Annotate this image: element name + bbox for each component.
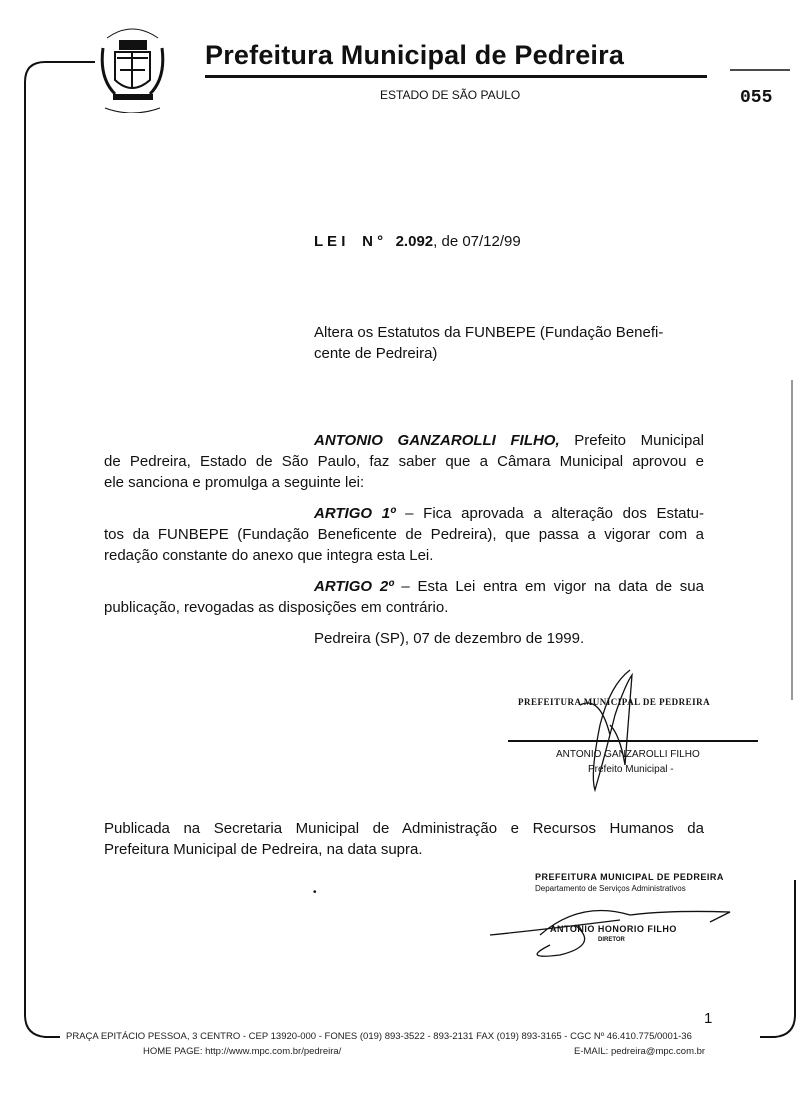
handwritten-signature-1	[570, 665, 660, 795]
publication-line: Publicada na Secretaria Municipal de Administração e Recursos Humanos da	[104, 820, 704, 837]
footer-email[interactable]: E-MAIL: pedreira@mpc.com.br	[574, 1046, 706, 1057]
publication-note	[104, 818, 704, 860]
article-line: publicação, revogadas as disposições em contrário.	[104, 599, 449, 616]
article-1	[104, 503, 704, 566]
article-label: ARTIGO 2º	[314, 578, 394, 595]
signatory-name: ANTONIO GANZAROLLI FILHO	[556, 749, 700, 760]
article-line: tos da FUNBEPE (Fundação Beneficente de Pedreira), que passa a vigorar com a	[104, 526, 704, 543]
article-line: redação constante do anexo que integra esta Lei.	[104, 547, 434, 564]
summary-line: cente de Pedreira)	[314, 345, 438, 362]
signatory-role: DIRETOR	[598, 937, 625, 943]
handwritten-signature-2	[480, 890, 740, 960]
article-label: ARTIGO 1º	[314, 505, 396, 522]
signature-stamp: PREFEITURA MUNICIPAL DE PEDREIRA	[518, 697, 711, 707]
place-date: Pedreira (SP), 07 de dezembro de 1999.	[314, 630, 585, 647]
signatory-role: Prefeito Municipal -	[588, 764, 674, 775]
law-date: , de 07/12/99	[433, 233, 521, 250]
preamble-line: ele sanciona e promulga a seguinte lei:	[104, 474, 365, 491]
title-underline	[205, 75, 707, 78]
law-heading	[314, 231, 521, 252]
publication-line: Prefeitura Municipal de Pedreira, na data supra.	[104, 841, 423, 858]
page-title: Prefeitura Municipal de Pedreira	[205, 40, 625, 70]
article-2	[104, 576, 704, 618]
article-line: – Fica aprovada a alteração dos Estatu-	[395, 505, 704, 522]
preamble-line: Prefeito Municipal	[559, 432, 704, 449]
page-number: 1	[704, 1010, 713, 1027]
municipal-crest-logo	[95, 18, 170, 113]
footer-homepage[interactable]: HOME PAGE: http://www.mpc.com.br/pedreira/	[143, 1046, 342, 1057]
stray-mark: •	[313, 887, 317, 898]
mayor-name: ANTONIO GANZAROLLI FILHO,	[314, 432, 560, 449]
law-prefix: L E I N °	[314, 233, 384, 250]
summary-line: Altera os Estatutos da FUNBEPE (Fundação Benefi-	[314, 324, 664, 341]
article-line: – Esta Lei entra em vigor na data de sua	[393, 578, 704, 595]
preamble	[104, 430, 704, 493]
footer-address: PRAÇA EPITÁCIO PESSOA, 3 CENTRO - CEP 13920-000 - FONES (019) 893-3522 - 893-2131 FAX (019) 893-3165 - CGC Nº 46.410.775/0001-36	[66, 1031, 692, 1042]
signatory-name: ANTONIO HONORIO FILHO	[550, 924, 677, 934]
state-subtitle: ESTADO DE SÃO PAULO	[380, 88, 521, 102]
preamble-line: de Pedreira, Estado de São Paulo, faz saber que a Câmara Municipal aprovou e	[104, 453, 704, 470]
department-name: Departamento de Serviços Administrativos	[535, 884, 686, 893]
signature-stamp: PREFEITURA MUNICIPAL DE PEDREIRA	[535, 872, 724, 882]
page-stamp-number: 055	[740, 88, 773, 108]
law-number: 2.092	[395, 233, 434, 250]
law-summary	[314, 322, 663, 364]
